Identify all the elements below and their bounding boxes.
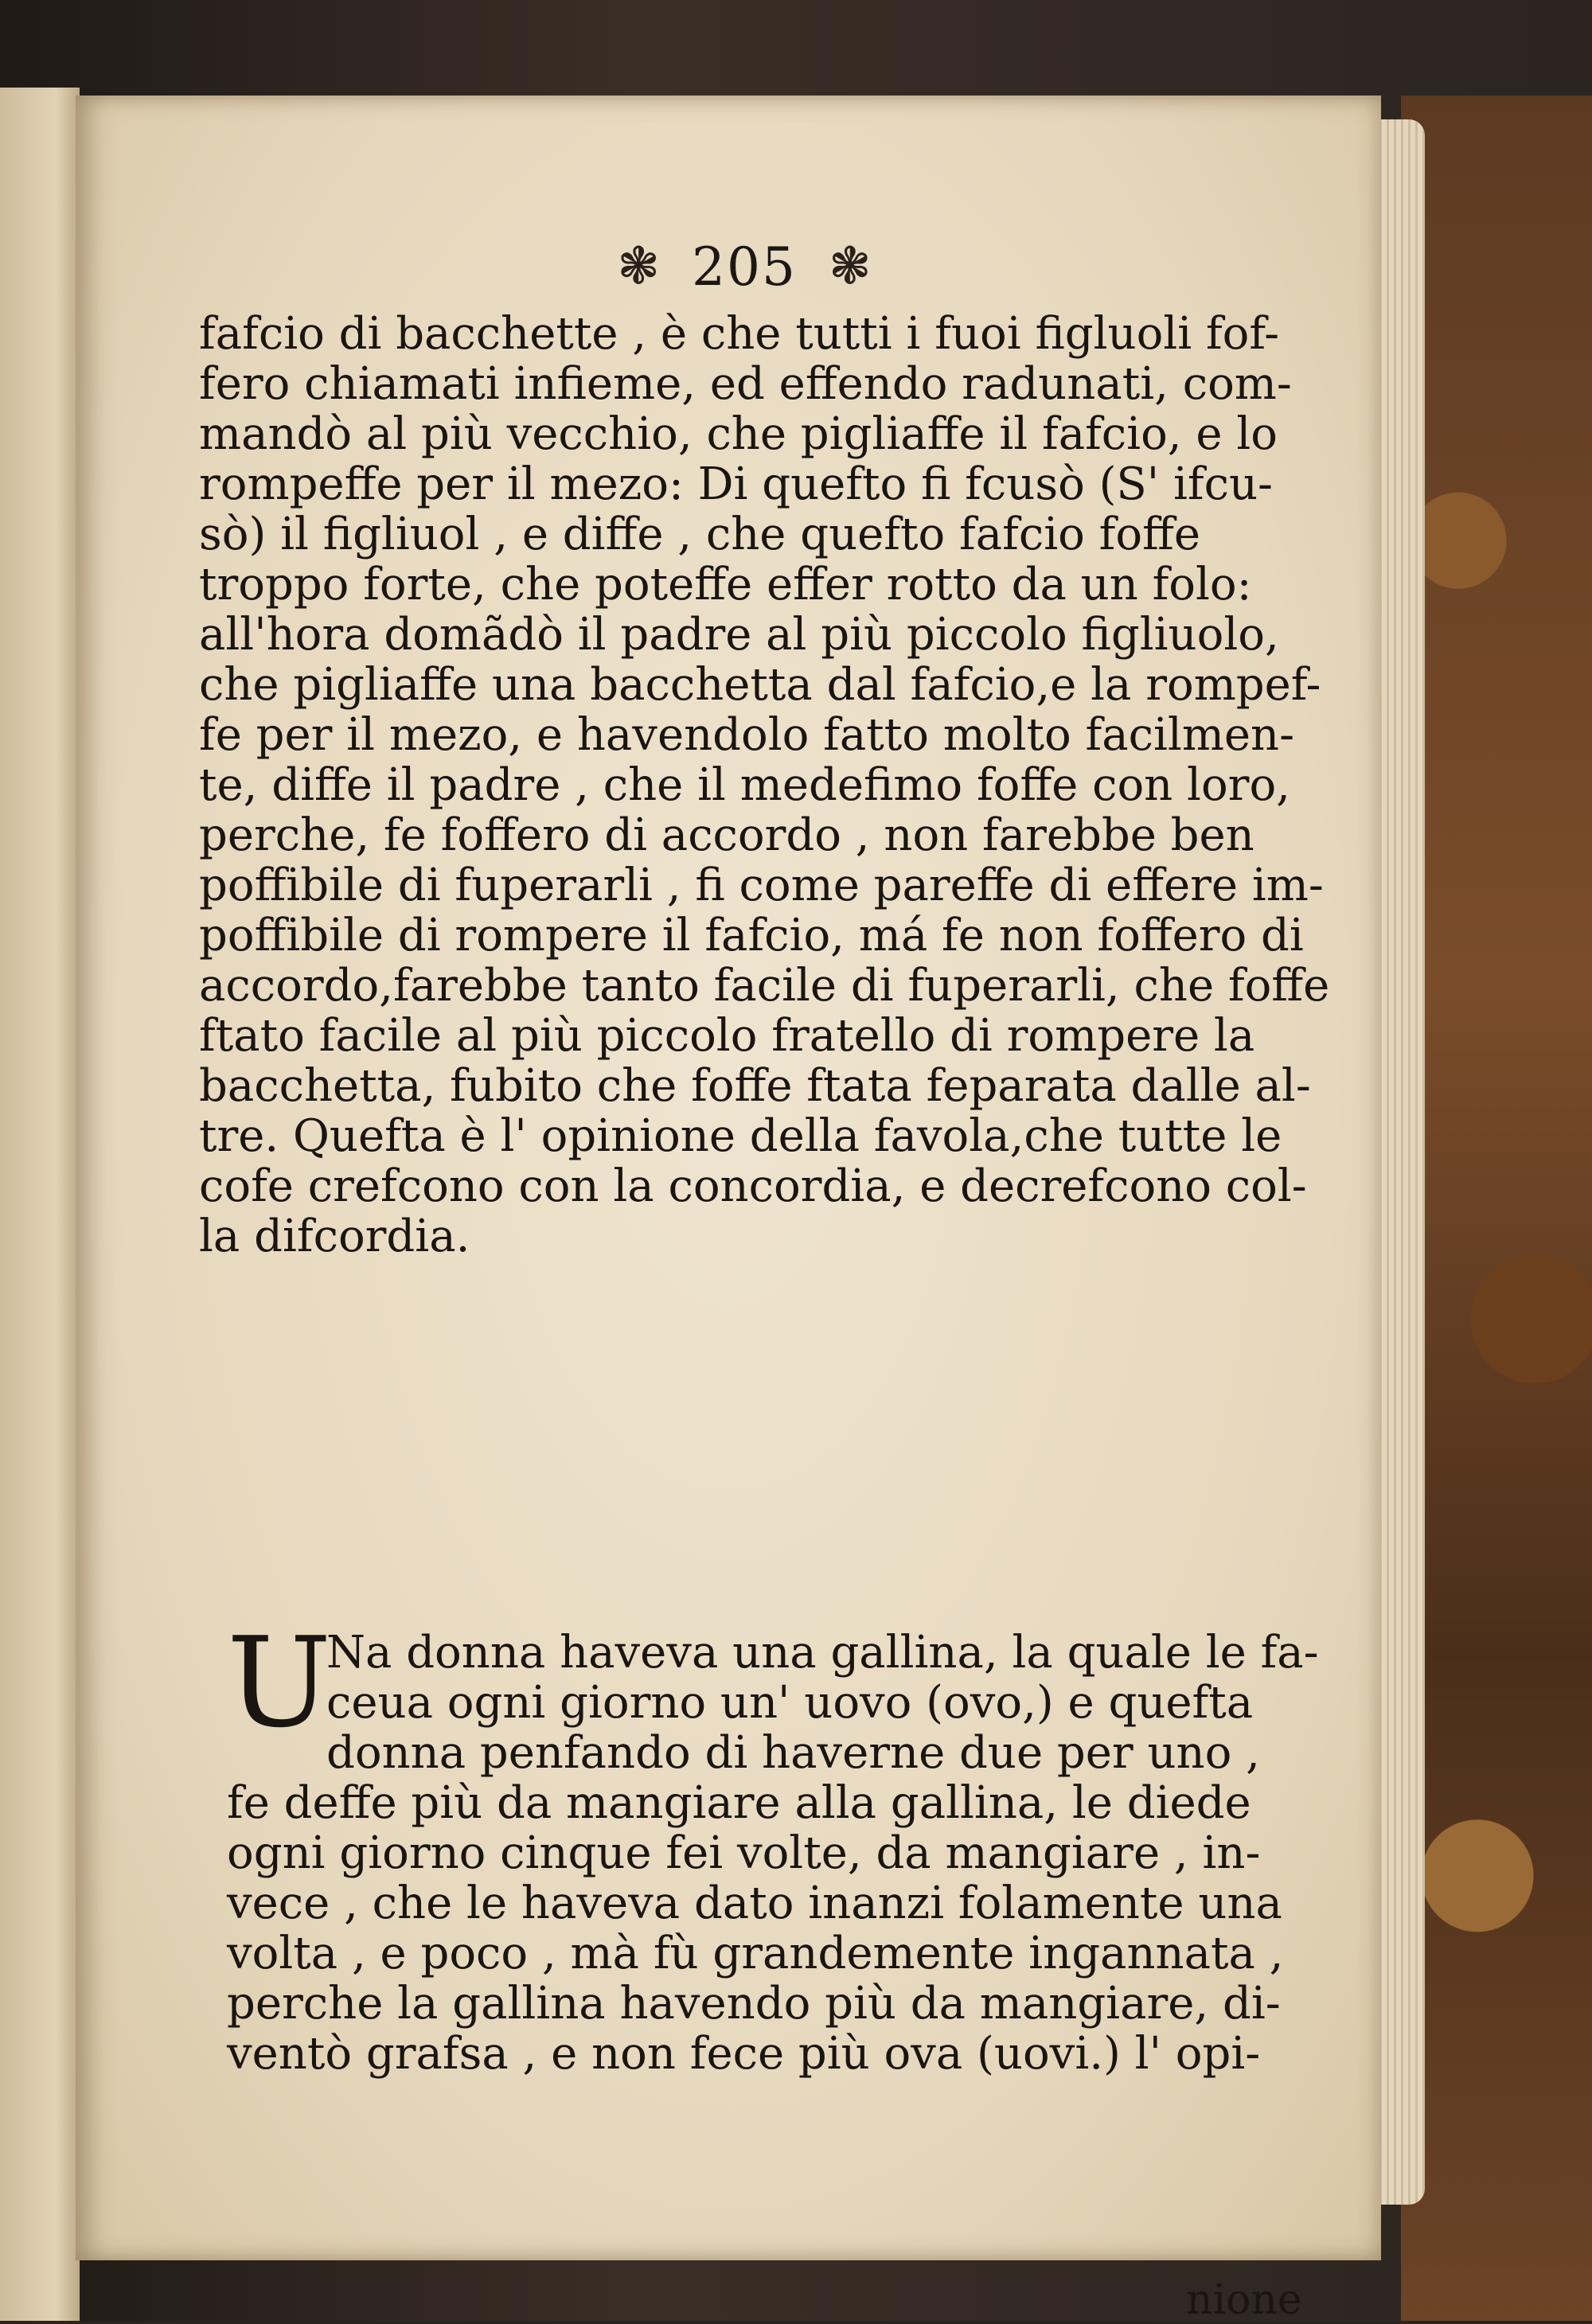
- text-line: poffibile di fuperarli , fi come pareffe di effere im-: [199, 860, 1324, 911]
- text-line: tre. Quefta è l' opinione della favola,che tutte le: [199, 1110, 1282, 1162]
- book-page: [76, 96, 1381, 2324]
- text-line: poffibile di rompere il fafcio, má fe non foffero di: [199, 910, 1304, 961]
- ornament-left-icon: ❃: [617, 237, 660, 296]
- text-line: la difcordia.: [199, 1211, 470, 1262]
- text-line: te, diffe il padre , che il medefimo foffe con loro,: [199, 759, 1290, 811]
- text-line: rompeffe per il mezo: Di quefto fi fcusò (S' ifcu-: [199, 458, 1273, 510]
- paragraph-fable-bundle: [199, 309, 1345, 1261]
- text-line: cofe crefcono con la concordia, e decrefcono col-: [199, 1160, 1307, 1212]
- text-line: mandò al più vecchio, che pigliaffe il fafcio, e lo: [199, 408, 1278, 460]
- text-line: bacchetta, fubito che foffe ftata feparata dalle al-: [199, 1060, 1311, 1112]
- text-line: ftato facile al più piccolo fratello di rompere la: [199, 1010, 1255, 1062]
- text-line: ogni giorno cinque fei volte, da mangiare , in-: [227, 1827, 1261, 1879]
- text-line: perche la gallina havendo più da mangiare, di-: [227, 1978, 1281, 2030]
- text-line: fe per il mezo, e havendolo fatto molto facilmen-: [199, 709, 1295, 761]
- text-line: fe deffe più da mangiare alla gallina, le diede: [227, 1777, 1251, 1829]
- text-line: vece , che le haveva dato inanzi folamente una: [227, 1878, 1282, 1929]
- text-line: accordo,farebbe tanto facile di fuperarli, che foffe: [199, 960, 1330, 1012]
- facing-page-edge: [0, 88, 80, 2321]
- catchword: nione: [1186, 2276, 1302, 2324]
- text-line: donna penfando di haverne due per uno ,: [326, 1727, 1260, 1779]
- text-line: perche, fe foffero di accordo , non farebbe ben: [199, 809, 1254, 861]
- text-line: fafcio di bacchette , è che tutti i fuoi figluoli fof-: [199, 308, 1280, 360]
- text-line: all'hora domãdò il padre al più piccolo figliuolo,: [199, 609, 1279, 661]
- ornament-right-icon: ❃: [828, 237, 872, 296]
- page-header: [521, 231, 967, 302]
- text-line: Na donna haveva una gallina, la quale le fa-: [326, 1627, 1319, 1679]
- text-line: troppo forte, che poteffe effer rotto da un folo:: [199, 559, 1252, 610]
- text-line: che pigliaffe una bacchetta dal fafcio,e la rompef-: [199, 659, 1321, 711]
- text-line: ventò grafsa , e non fece più ova (uovi.) l' opi-: [227, 2028, 1261, 2080]
- paragraph-fable-hen: [227, 1610, 1349, 2080]
- text-line: volta , e poco , mà fù grandemente ingannata ,: [227, 1928, 1284, 1979]
- text-line: sò) il figliuol , e diffe , che quefto fafcio foffe: [199, 509, 1201, 560]
- text-line: fero chiamati infieme, ed effendo radunati, com-: [199, 358, 1292, 410]
- drop-cap: U: [227, 1610, 332, 1755]
- text-line: ceua ogni giorno un' uovo (ovo,) e quefta: [326, 1677, 1254, 1729]
- marbled-cover: [1401, 96, 1592, 2321]
- page-number: 205: [692, 236, 797, 298]
